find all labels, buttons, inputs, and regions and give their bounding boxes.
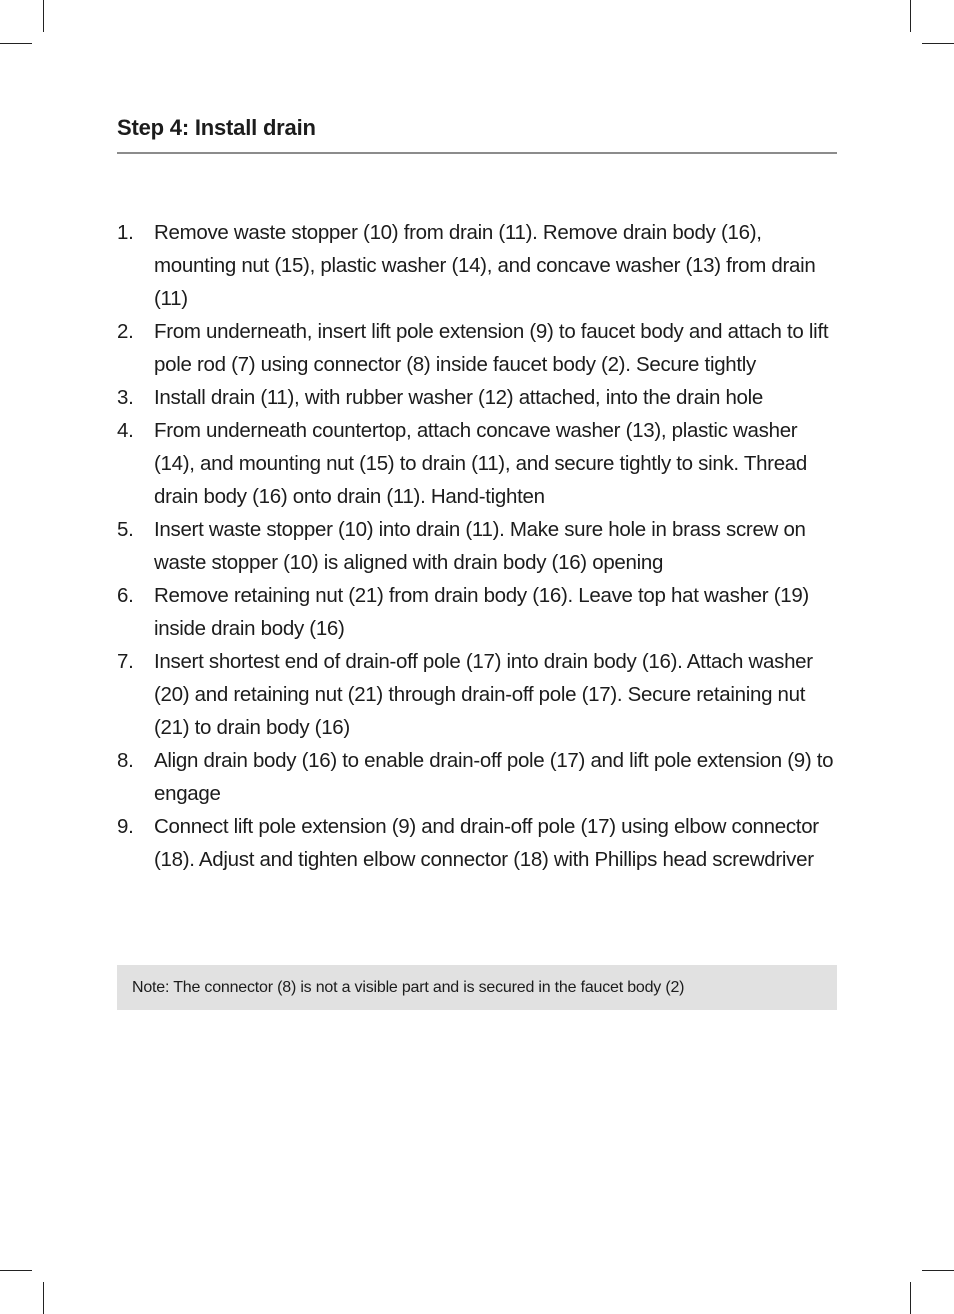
step-item-2 <box>117 315 839 381</box>
step-item-6 <box>117 579 839 645</box>
step-number: 1. <box>117 221 134 244</box>
step-text: Remove waste stopper (10) from drain (11). Remove drain body (16), mounting nut (15), plastic washer (14), and concave washer (13) from drain (11) <box>154 221 816 310</box>
crop-mark-top-right-vertical <box>910 0 911 32</box>
step-number: 6. <box>117 584 134 607</box>
step-item-5 <box>117 513 839 579</box>
crop-mark-bottom-left-vertical <box>43 1282 44 1314</box>
step-text: Connect lift pole extension (9) and drain-off pole (17) using elbow connector (18). Adjust and tighten elbow connector (18) with Phillips head screwdriver <box>154 815 819 871</box>
step-number: 3. <box>117 386 134 409</box>
step-number: 9. <box>117 815 134 838</box>
page-title: Step 4: Install drain <box>117 115 316 140</box>
step-item-7 <box>117 645 839 744</box>
step-item-3 <box>117 381 839 414</box>
title-divider <box>117 152 837 154</box>
step-number: 4. <box>117 419 134 442</box>
crop-mark-bottom-left-horizontal <box>0 1270 32 1271</box>
step-text: Insert shortest end of drain-off pole (17) into drain body (16). Attach washer (20) and retaining nut (21) through drain-off pole (17). Secure retaining nut (21) to drain body (16) <box>154 650 813 739</box>
step-item-4 <box>117 414 839 513</box>
step-text: Align drain body (16) to enable drain-off pole (17) and lift pole extension (9) to engage <box>154 749 834 805</box>
step-number: 7. <box>117 650 134 673</box>
step-item-1 <box>117 216 839 315</box>
step-number: 2. <box>117 320 134 343</box>
step-item-8 <box>117 744 839 810</box>
crop-mark-top-left-vertical <box>43 0 44 32</box>
step-text: From underneath countertop, attach concave washer (13), plastic washer (14), and mounting nut (15) to drain (11), and secure tightly to sink. Thread drain body (16) onto drain (11). Hand-tighten <box>154 419 808 508</box>
step-text: From underneath, insert lift pole extension (9) to faucet body and attach to lift pole rod (7) using connector (8) inside faucet body (2). Secure tightly <box>154 320 829 376</box>
crop-mark-bottom-right-vertical <box>910 1282 911 1314</box>
step-text: Install drain (11), with rubber washer (12) attached, into the drain hole <box>154 386 764 409</box>
step-item-9 <box>117 810 839 876</box>
step-number: 8. <box>117 749 134 772</box>
step-number: 5. <box>117 518 134 541</box>
note-text: Note: The connector (8) is not a visible part and is secured in the faucet body (2) <box>132 979 685 996</box>
crop-mark-bottom-right-horizontal <box>922 1270 954 1271</box>
step-text: Remove retaining nut (21) from drain body (16). Leave top hat washer (19) inside drain body (16) <box>154 584 809 640</box>
step-text: Insert waste stopper (10) into drain (11). Make sure hole in brass screw on waste stopper (10) is aligned with drain body (16) opening <box>154 518 806 574</box>
crop-mark-top-left-horizontal <box>0 43 32 44</box>
crop-mark-top-right-horizontal <box>922 43 954 44</box>
steps-list <box>117 216 839 876</box>
note-box <box>117 965 837 1010</box>
